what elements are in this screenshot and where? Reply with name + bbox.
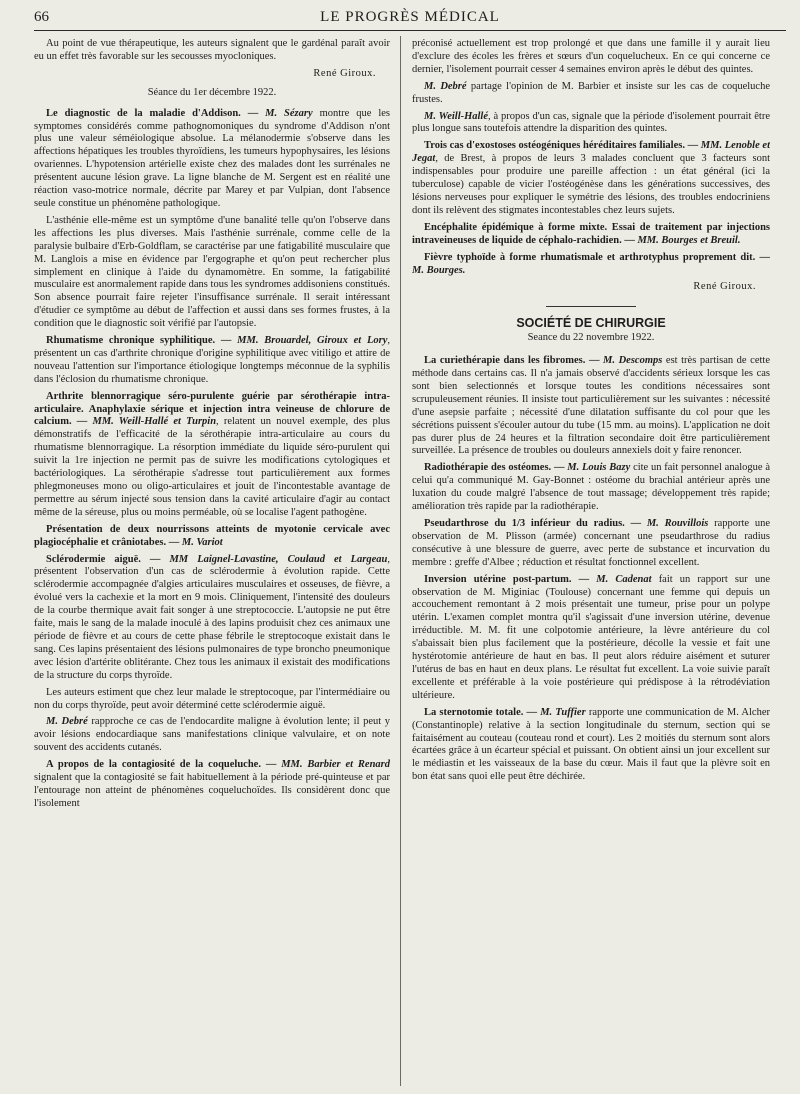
article-rhumatisme: Rhumatisme chronique syphilitique. — MM. Brouardel, Giroux et Lory, présentent un cas d'arthrite chronique d'origine syphilitique avec vitiligo et attire de nouveau l'attention sur l'importance étiologique longtemps méconnue de la syphilis dans l'éclosion du rhumatisme chronique. — [34, 335, 390, 385]
right-column — [412, 38, 770, 1090]
society-heading: SOCIÉTÉ DE CHIRURGIE — [516, 316, 666, 331]
article-myotonie: Présentation de deux nourrissons atteints de myotonie cervicale avec plagiocéphalie et crâniotabes. — M. Variot — [34, 523, 390, 548]
session-heading: Seance du 22 novembre 1922. — [527, 332, 655, 344]
journal-title: LE PROGRÈS MÉDICAL — [320, 8, 500, 25]
article-pseudarthrose: Pseudarthrose du 1/3 inférieur du radius. — M. Rouvillois rapporte une observation de M. Plisson (armée) concernant une pseudarthrose du radius consécutive à une blessure de guerre, avec perte de substance et incurvation du membre : greffe d'Albee ; réduction et résultat fonctionnel excellent. — [412, 518, 770, 568]
article-sternotomie: La sternotomie totale. — M. Tuffier rapporte une communication de M. Alcher (Constantinople) relative à la section longitudinale du sternum, section qui se faitaisément au couteau (couteau rond et court). Les 2 moitiés du sternum sont alors écartées grâce à un écarteur spécial et puissant. On obtient ainsi un jour excellent sur le médiastin et les vaisseaux de la base du cœur. Mais il faut que la plèvre soit en bon état sans quoi elle peut être déchirée. — [412, 706, 770, 783]
page-number: 66 — [34, 8, 49, 25]
column-separator — [400, 36, 401, 1086]
article-encephalite: Encéphalite épidémique à forme mixte. Essai de traitement par injections intraveineuses de liquide de céphalo-rachidien. — MM. Bourges et Breuil. — [412, 221, 770, 246]
article-fievre: Fièvre typhoïde à forme rhumatismale et arthrotyphus proprement dit. — M. Bourges. — [412, 251, 770, 276]
session-heading: Séance du 1er décembre 1922. — [147, 86, 277, 98]
paragraph: M. Weill-Hallé, à propos d'un cas, signale que la période d'isolement pourrait être plus longue sans toutefois attendre la disparition des quintes. — [412, 110, 770, 135]
paragraph: M. Debré partage l'opinion de M. Barbier et insiste sur les cas de coqueluche frustes. — [412, 80, 770, 105]
running-header — [34, 6, 786, 28]
signature: René Giroux. — [313, 67, 376, 79]
paragraph: préconisé actuellement est trop prolongé et que dans une famille il y aurait lieu d'exclure des écoles les frères et sœurs d'un coquelucheux. En ce qui concerne ce dernier, l'isolement pourrait cesser 4 semaines environ après le début des quintes. — [412, 38, 770, 75]
paragraph: Au point de vue thérapeutique, les auteurs signalent que le gardénal paraît avoir eu un effet très favorable sur les secousses myocloniques. — [34, 38, 390, 62]
article-radio: Radiothérapie des ostéomes. — M. Louis Bazy cite un fait personnel analogue à celui qu'a communiqué M. Gay-Bonnet : ostéome du brachial antérieur après une luxation du coude malgré l'absence de tout massage; développement très rapide; amélioration très rapide par la radiothérapie. — [412, 462, 770, 513]
article-addison: Le diagnostic de la maladie d'Addison. — M. Sézary montre que les symptomes considérés comme pathognomoniques du syndrome d'Addison n'ont plus une valeur séméiologique absolue. La mélanodermie s'observe dans les affections hépatiques les troubles thyroïdiens, les tumeurs hypophysaires, les lésions ovariennes. L'hypotension artérielle existe chez des malades dont les surrénales ne présentent aucune lésion grave. La ligne blanche de M. Sergent est en réalité une réaction vaso-motrice normale, décrite par Marey et par Vulpian, dont l'absence seule constitue un phénomène pathologique. — [34, 107, 390, 209]
article-arthrite: Arthrite blennorragique séro-purulente guérie par sérothérapie intra-articulaire. Anaphylaxie sérique et injection intra veineuse de chlorure de calcium. — MM. Weill-Hallé et Turpin, relatent un nouvel exemple, des plus démonstratifs de l'efficacité de la sérothérapie intra-articulaire au cours du rhumatisme blennorragique. La résorption immédiate du liquide séro-purulent qui suivit la 1re injection ne permit pas de suivre les modifications cytologiques et bactériologiques. La sérothérapie s'adresse tout particulièrement aux formes phlegmoneuses mono ou oligo-articulaires et jouit de l'incontestable avantage de permettre au sérum injecté sous tension dans la cavité articulaire d'agir au contact même de la séreuse, plus ou moins perméable, où se localise l'agent pathogène. — [34, 390, 390, 518]
signature: René Giroux. — [693, 281, 756, 293]
article-inversion: Inversion utérine post-partum. — M. Cadenat fait un rapport sur une observation de M. Miginiac (Toulouse) concernant une femme qui depuis un accouchement remontant à 2 mois présentait une tumeur, prise pour un polype utérin. L'examen complet montra qu'il s'agissait d'une inversion utérine, devenue irréductible. M. M. fit une colpotomie antérieure, la lèvre antérieure du col s'abaissait bien plus facilement que la postérieure, décolle la vessie et fait une hystérotomie antérieure de haut en bas. Il peut alors réduire aisément et suturer l'utérus de bas en haut en deux plans. Le résultat fut excellent. La voie suivie paraît excellente et préférable à la voie postérieure qui prédispose à la rétrodéviation ultérieure. — [412, 573, 770, 701]
article-coqueluche: A propos de la contagiosité de la coqueluche. — MM. Barbier et Renard signalent que la contagiosité se fait habituellement à la période pré-quinteuse et par l'entourage non atteint de phénomènes coqueluchoïdes. Ils considèrent donc que l'isolement — [34, 759, 390, 809]
paragraph: Les auteurs estiment que chez leur malade le streptocoque, par l'intermédiaire ou non du corps thyroïde, peut avoir déterminé cette sclérodermie aiguë. — [34, 686, 390, 711]
section-rule — [546, 306, 636, 307]
article-exostoses: Trois cas d'exostoses ostéogéniques héréditaires familiales. — MM. Lenoble et Jegat, de Brest, à propos de leurs 3 malades concluent que 3 facteurs sont indispensables pour produire une pareille affection : un état général (ici la tuberculose) capable de vicier l'ostéogénèse dans les générations successives, des lésions nerveuses pour expliquer le symétrie des lésions, des troubles endocriniens dont ils relèvent des stigmates incontestables chez leurs sujets. — [412, 140, 770, 216]
header-rule — [34, 30, 786, 31]
paragraph: L'asthénie elle-même est un symptôme d'une banalité telle qu'on l'observe dans les affections les plus diverses. Mais l'asthénie surrénale, comme celle de la paralysie bulbaire d'Erb-Goldflam, se caractérise par une fatigabilité musculaire que M. Langlois a mise en évidence par l'ergographe et qu'on peut rechercher plus simplement en clinique à l'aide du dynamomètre. En somme, la fatigabilité musculaire est anormalement rapide dans tous les syndromes addisoniens constitués. Son absence pourrait faire rejeter l'insuffisance surrénale. Il serait intéressant d'étudier ce symptôme au début de l'affection et aussi dans ses formes frustes, à la condition que le diagnostic soit vérifié par l'autopsie. — [34, 214, 390, 330]
paragraph: M. Debré rapproche ce cas de l'endocardite maligne à évolution lente; il peut y avoir lésions endocardiaque sans manifestations clinique valvulaire, et on note souvent des accidents cutanés. — [34, 716, 390, 754]
article-sclerodermie: Sclérodermie aiguë. — MM Laignel-Lavastine, Coulaud et Largeau, présentent l'observation d'un cas de sclérodermie à évolution rapide. Cette sclérodermie accompagnée d'algies articulaires musculaires et osseuses, de fièvre, a évolué vers la cachexie et la mort en 9 mois. Cliniquement, l'intensité des douleurs de la courbe thermique avait fait songer à une streptococcie. L'autopsie ne put être faite, mais le sang de la malade inoculé à des lapins produisit chez ces animaux une période de fièvre et au cours de cette phase fébrile le streptocoque existait dans le sang. Ces lapins présentaient des lésions pulmonaires de type broncho pneumonique avec lésion d'artérite oblitérante. Chez tous les animaux il existait des modifications de la structure du corps thyroïde. — [34, 553, 390, 681]
article-curie: La curiethérapie dans les fibromes. — M. Descomps est très partisan de cette méthode dans certains cas. Il n'a jamais observé d'accidents sérieux lorsque les cas sont bien selectionnés et lorsque toutes les conditions nécessaires sont scrupuleusement réunies. Il insiste tout particulièrement sur les suivantes : nécessité d'une asepsie parfaite ; nécessité d'une dilatation suffisante du col pour que les sécrétions puissent s'écouler autour du tube (15 mm. au moins). L'application ne doit pas durer plus de 24 heures et la filtration secondaire doit être particulièrement surveillée. La présence de troubles ou douleurs annexiels doit y faire renoncer. — [412, 355, 770, 457]
left-column — [34, 38, 390, 1090]
